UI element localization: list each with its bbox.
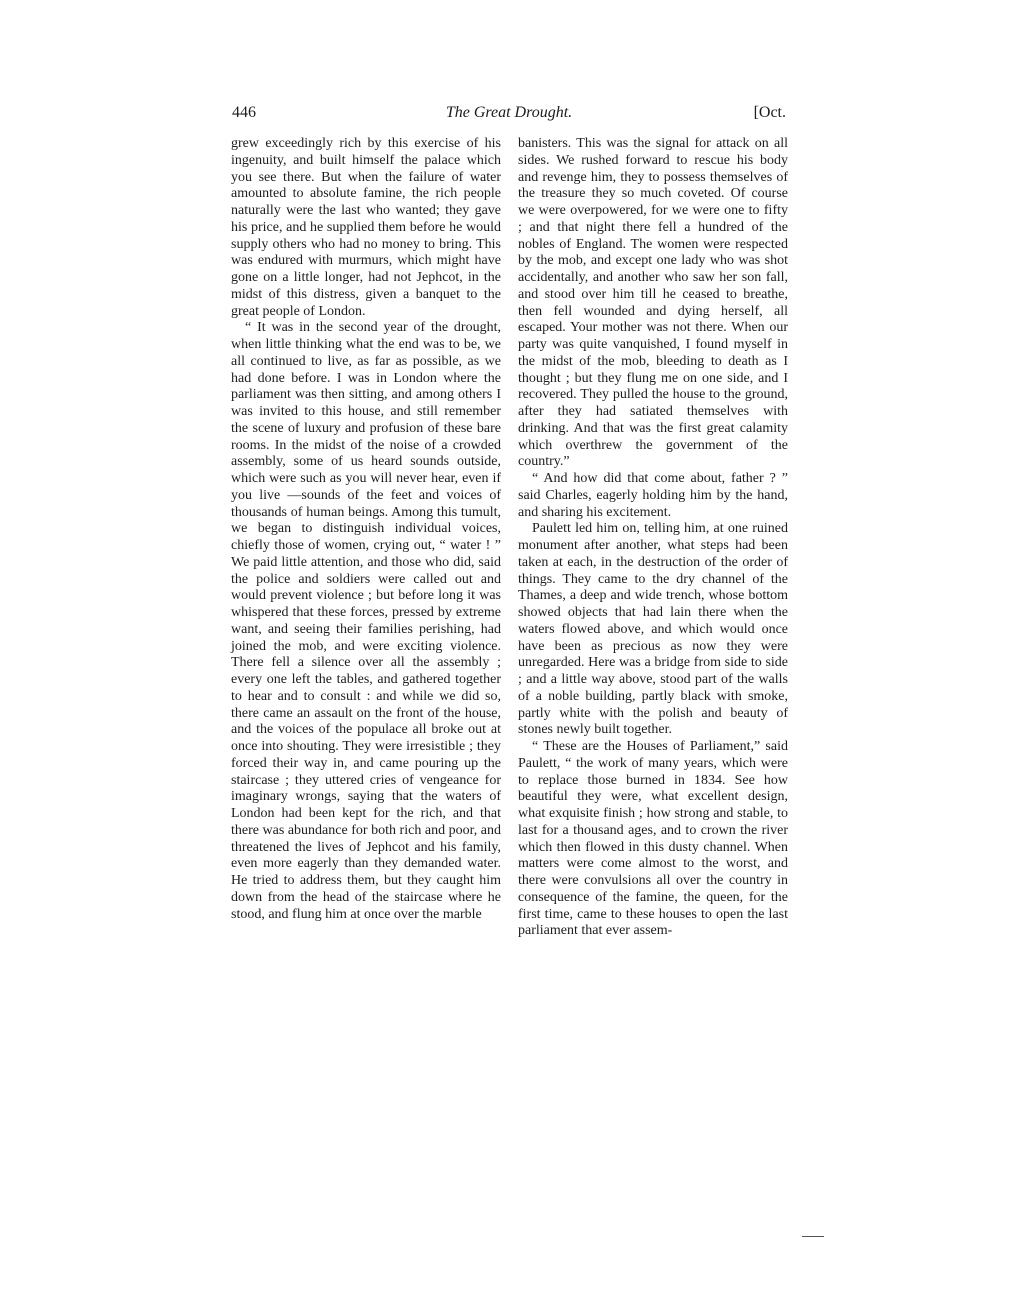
paragraph: “ It was in the second year of the drought, when little thinking what the end was to be, we all continued to live, as far as possible, as we had done before. I was in London where the parliament was then sitting, and among others I was invited to this house, and still remember the scene of luxury and profusion of these bare rooms. In the midst of the noise of a crowded assembly, some of us heard sounds outside, which were such as you will never hear, even if you live —sounds of the feet and voices of thousands of human beings. Among this tumult, we began to distinguish individual voices, chiefly those of women, crying out, “ water ! ” We paid little attention, and those who did, said the police and soldiers were called out and would prevent violence ; but before long it was whispered that these forces, pressed by extreme want, and seeing their families perishing, had joined the mob, and were exciting violence. There fell a silence over all the assembly ; every one left the tables, and gathered together to hear and to consult : and while we did so, there came an assault on the front of the house, and the voices of the populace all broke out at once into shouting. They were irresistible ; they forced their way in, and came pouring up the staircase ; they uttered cries of vengeance for imaginary wrongs, saying that the waters of London had been kept for the rich, and that there was abundance for both rich and poor, and threatened the lives of Jephcot and his family, even more eagerly than they demanded water. He tried to address them, but they caught him down from the head of the staircase where he stood, and flung him at once over the marble <box>231 320 501 922</box>
paragraph: grew exceedingly rich by this exercise of his ingenuity, and built himself the palace which you see there. But when the failure of water amounted to absolute famine, the rich people naturally were the last who wanted; they gave his price, and he supplied them before he would supply others who had no money to bring. This was endured with murmurs, which might have gone on a little longer, had not Jephcot, in the midst of this distress, given a banquet to the great people of London. <box>231 136 501 319</box>
right-column <box>518 136 788 940</box>
running-title: The Great Drought. <box>445 104 573 121</box>
paragraph: “ And how did that come about, father ? ” said Charles, eagerly holding him by the hand, and sharing his excitement. <box>518 471 788 520</box>
margin-mark <box>802 1236 824 1237</box>
running-month: [Oct. <box>753 104 786 121</box>
paragraph: Paulett led him on, telling him, at one ruined monument after another, what steps had been taken at each, in the destruction of the order of things. They came to the dry channel of the Thames, a deep and wide trench, whose bottom showed objects that had lain there when the waters flowed above, and which would once have been as precious as now they were unregarded. Here was a bridge from side to side ; and a little way above, stood part of the walls of a noble building, partly black with smoke, partly white with the polish and beauty of stones newly built together. <box>518 521 788 738</box>
page-header <box>232 104 786 126</box>
paragraph: “ These are the Houses of Parliament,” said Paulett, “ the work of many years, which were to replace those burned in 1834. See how beautiful they were, what excellent design, what exquisite finish ; how strong and stable, to last for a thousand ages, and to crown the river which then flowed in this dusty channel. When matters were come almost to the worst, and there were convulsions all over the country in consequence of the famine, the queen, for the first time, came to these houses to open the last parliament that ever assem- <box>518 739 788 939</box>
paragraph: banisters. This was the signal for attack on all sides. We rushed forward to rescue his body and revenge him, they to possess themselves of the treasure they so much coveted. Of course we were overpowered, for we were one to fifty ; and that night there fell a hundred of the nobles of England. The women were respected by the mob, and except one lady who was shot accidentally, and another who saw her son fall, and stood over him till he ceased to breathe, then fell wounded and dying herself, all escaped. Your mother was not there. When our party was quite vanquished, I found myself in the midst of the mob, bleeding to death as I thought ; but they flung me on one side, and I recovered. They pulled the house to the ground, after they had satiated themselves with drinking. And that was the first great calamity which overthrew the government of the country.” <box>518 136 788 470</box>
left-column <box>231 136 501 923</box>
page-number: 446 <box>232 104 256 121</box>
